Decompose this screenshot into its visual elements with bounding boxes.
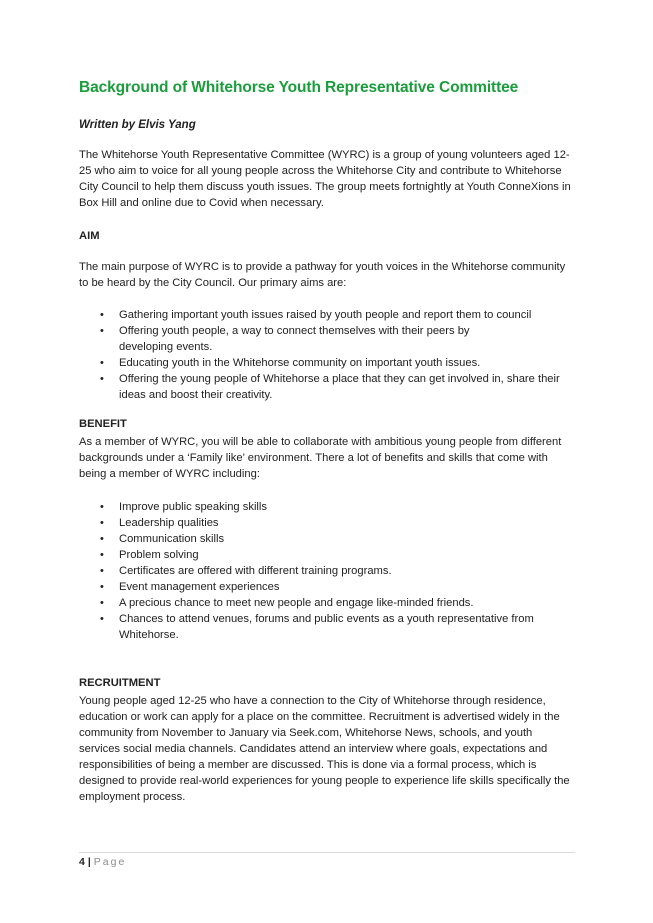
page-footer — [79, 856, 126, 868]
list-item: • Gathering important youth issues raised by youth people and report them to council — [79, 307, 575, 323]
list-item: • Communication skills — [79, 531, 575, 547]
footer-separator: | — [87, 856, 91, 868]
author-byline: Written by Elvis Yang — [79, 119, 196, 131]
aim-heading: AIM — [79, 230, 100, 242]
list-item: • Educating youth in the Whitehorse community on important youth issues. — [79, 355, 575, 371]
list-item: • Leadership qualities — [79, 515, 575, 531]
list-item: • Certificates are offered with different training programs. — [79, 563, 575, 579]
recruitment-paragraph: Young people aged 12-25 who have a connection to the City of Whitehorse through residence, education or work can apply for a place on the committee. Recruitment is advertised widely in the community from November to January via Seek.com, Whitehorse News, schools, and youth services social media channels. Candidates attend an interview where goals, expectations and responsibilities of being a member are discussed. This is done via a formal process, which is designed to provide real-world experiences for young people to experience life skills specifically the employment process. — [79, 695, 570, 803]
list-item: • Problem solving — [79, 547, 575, 563]
list-item: • Chances to attend venues, forums and public events as a youth representative from Whitehorse. — [79, 611, 575, 643]
page-label: Page — [93, 856, 127, 868]
intro-paragraph: The Whitehorse Youth Representative Committee (WYRC) is a group of young volunteers aged 12-25 who aim to voice for all young people across the Whitehorse City and contribute to Whitehorse City Council to help them discuss youth issues. The group meets fortnightly at Youth ConneXions in Box Hill and online due to Covid when necessary. — [79, 149, 571, 209]
list-item: • Offering youth people, a way to connect themselves with their peers by developing events. — [79, 323, 575, 355]
benefit-list — [79, 499, 575, 643]
recruitment-heading: RECRUITMENT — [79, 677, 161, 689]
page-number: 4 — [79, 856, 85, 868]
page-title: Background of Whitehorse Youth Representative Committee — [79, 79, 519, 96]
list-item: • Offering the young people of Whitehorse a place that they can get involved in, share their ideas and boost their creativity. — [79, 371, 575, 403]
list-item: • Improve public speaking skills — [79, 499, 575, 515]
list-item: • Event management experiences — [79, 579, 575, 595]
aim-list — [79, 307, 575, 403]
footer-divider — [79, 852, 575, 853]
benefit-heading: BENEFIT — [79, 418, 127, 430]
benefit-paragraph: As a member of WYRC, you will be able to collaborate with ambitious young people from different backgrounds under a ‘Family like’ environment. There a lot of benefits and skills that come with being a member of WYRC including: — [79, 436, 562, 480]
list-item: • A precious chance to meet new people and engage like-minded friends. — [79, 595, 575, 611]
aim-paragraph: The main purpose of WYRC is to provide a pathway for youth voices in the Whitehorse community to be heard by the City Council. Our primary aims are: — [79, 261, 566, 289]
